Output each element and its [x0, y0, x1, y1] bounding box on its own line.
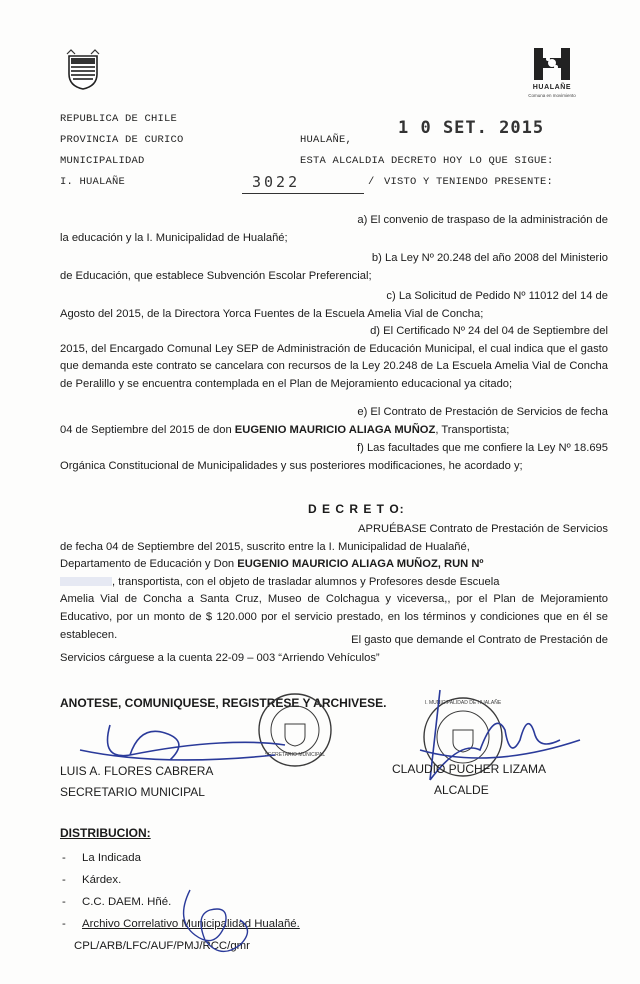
distribution-initials: CPL/ARB/LFC/AUF/PMJ/RCC/gmr [74, 940, 250, 952]
decreto-p1-lead: APRUÉBASE Contrato de Prestación de Servicios [358, 523, 608, 535]
hualane-logo-icon [526, 46, 578, 104]
considerando-e-post: , Transportista; [435, 423, 510, 436]
decreto-paragraph-1 [60, 521, 608, 644]
decreto-p1-line4 [60, 574, 608, 592]
header-line-municipalidad: MUNICIPALIDAD [60, 155, 145, 167]
closing-formula: ANOTESE, COMUNIQUESE, REGISTRESE Y ARCHIVESE. [60, 696, 387, 710]
distribution-item: - La Indicada [62, 852, 141, 864]
decree-number-underline [242, 193, 364, 194]
distribution-item: - Archivo Correlativo Municipalidad Hualañé. [62, 918, 300, 930]
distribution-item-label: La Indicada [82, 852, 141, 864]
distribution-item-label: C.C. DAEM. Hñé. [82, 896, 172, 908]
considerando-e-rest [60, 422, 608, 440]
header-place: HUALAÑE, [300, 134, 353, 146]
initials-scribble-icon [170, 880, 260, 960]
considerando-c-rest: Agosto del 2015, de la Directora Yorca Fuentes de la Escuela Amelia Vial de Concha; [60, 307, 484, 320]
decreto-p1-line3 [60, 556, 608, 574]
decreto-p2-lead: El gasto que demande el Contrato de Prestación de [351, 634, 608, 646]
alcalde-stamp-text: I. MUNICIPALIDAD DE HUALAÑE [424, 700, 502, 706]
considerando-f-lead: f) Las facultades que me confiere la Ley Nº 18.695 [357, 442, 608, 454]
logo-tagline: Comuna en movimiento [528, 93, 576, 98]
considerando-e-lead: e) El Contrato de Prestación de Servicios de fecha [357, 406, 608, 418]
secretary-stamp-text: SECRETARIO MUNICIPAL [264, 752, 326, 758]
alcalde-title: ALCALDE [434, 783, 489, 797]
distribution-title: DISTRIBUCION: [60, 826, 151, 840]
header-line-hualane: I. HUALAÑE [60, 176, 126, 188]
logo-text: HUALAÑE [532, 84, 572, 91]
considerando-d [60, 323, 608, 393]
considerando-c [60, 288, 608, 323]
municipal-coat-of-arms-icon [66, 50, 100, 90]
decreto-p1-line3-pre: Departamento de Educación y Don [60, 558, 238, 571]
considerando-c-lead: c) La Solicitud de Pedido Nº 11012 del 14 de [386, 290, 608, 302]
decreto-title: D E C R E T O: [308, 502, 405, 516]
contractor-name: EUGENIO MAURICIO ALIAGA MUÑOZ [234, 423, 436, 436]
secretary-title: SECRETARIO MUNICIPAL [60, 785, 205, 799]
redacted-run [60, 577, 112, 586]
considerando-d-rest: 2015, del Encargado Comunal Ley SEP de Administración de Educación Municipal, el cual indica que el gasto que demanda este contrato se cancelara con recursos de la Ley 20.248 de La Escuela Amelia Vial de Concha de Peralillo y se encuentra contemplada en el Plan de Mejoramiento educacional ya citado; [60, 342, 608, 390]
considerando-e [60, 404, 608, 439]
considerando-a [60, 212, 608, 247]
decreto-p1-rest: Amelia Vial de Concha a Santa Cruz, Museo de Colchagua y viceversa,, por el Plan de Mejoramiento Educativo, por un monto de $ 120.000 por el servicio prestado, en los términos y condiciones que en él se establecen. [60, 593, 608, 641]
decreto-paragraph-2 [60, 632, 608, 667]
considerando-a-rest: la educación y la I. Municipalidad de Hualañé; [60, 231, 288, 244]
considerando-b-rest: de Educación, que establece Subvención Escolar Preferencial; [60, 269, 372, 282]
considerando-a-lead: a) El convenio de traspaso de la administración de [357, 214, 608, 226]
decreto-p2-rest: Servicios cárguese a la cuenta 22-09 – 003 “Arriendo Vehículos” [60, 651, 380, 664]
considerando-b [60, 250, 608, 285]
decreto-contractor: EUGENIO MAURICIO ALIAGA MUÑOZ, RUN Nº [237, 558, 484, 571]
decreto-p1-line4-text: , transportista, con el objeto de trasladar alumnos y Profesores desde Escuela [112, 575, 500, 588]
decreto-p1-line2: de fecha 04 de Septiembre del 2015, suscrito entre la I. Municipalidad de Hualañé, [60, 540, 470, 553]
considerando-d-lead: d) El Certificado Nº 24 del 04 de Septiembre del [370, 325, 608, 337]
distribution-item: - Kárdex. [62, 874, 122, 886]
header-slash: / [368, 176, 375, 188]
considerando-e-pre: 04 de Septiembre del 2015 de don [60, 423, 235, 436]
considerando-f [60, 440, 608, 475]
alcalde-name: CLAUDIO PUCHER LIZAMA [392, 762, 547, 776]
considerando-f-rest: Orgánica Constitucional de Municipalidades y sus posteriores modificaciones, he acordado y; [60, 459, 523, 472]
decree-number: 3022 [252, 173, 301, 191]
header-line-provincia: PROVINCIA DE CURICO [60, 134, 184, 146]
header-line-republica: REPUBLICA DE CHILE [60, 113, 178, 125]
header-visto: VISTO Y TENIENDO PRESENTE: [384, 176, 554, 188]
header-intro: ESTA ALCALDIA DECRETO HOY LO QUE SIGUE: [300, 155, 554, 167]
distribution-item: - C.C. DAEM. Hñé. [62, 896, 172, 908]
distribution-item-label: Archivo Correlativo Municipalidad Hualañé. [82, 918, 300, 930]
considerando-b-lead: b) La Ley Nº 20.248 del año 2008 del Ministerio [371, 252, 608, 264]
date-stamp: 1 0 SET. 2015 [398, 118, 545, 138]
distribution-item-label: Kárdex. [82, 874, 122, 886]
secretary-name: LUIS A. FLORES CABRERA [60, 764, 214, 778]
